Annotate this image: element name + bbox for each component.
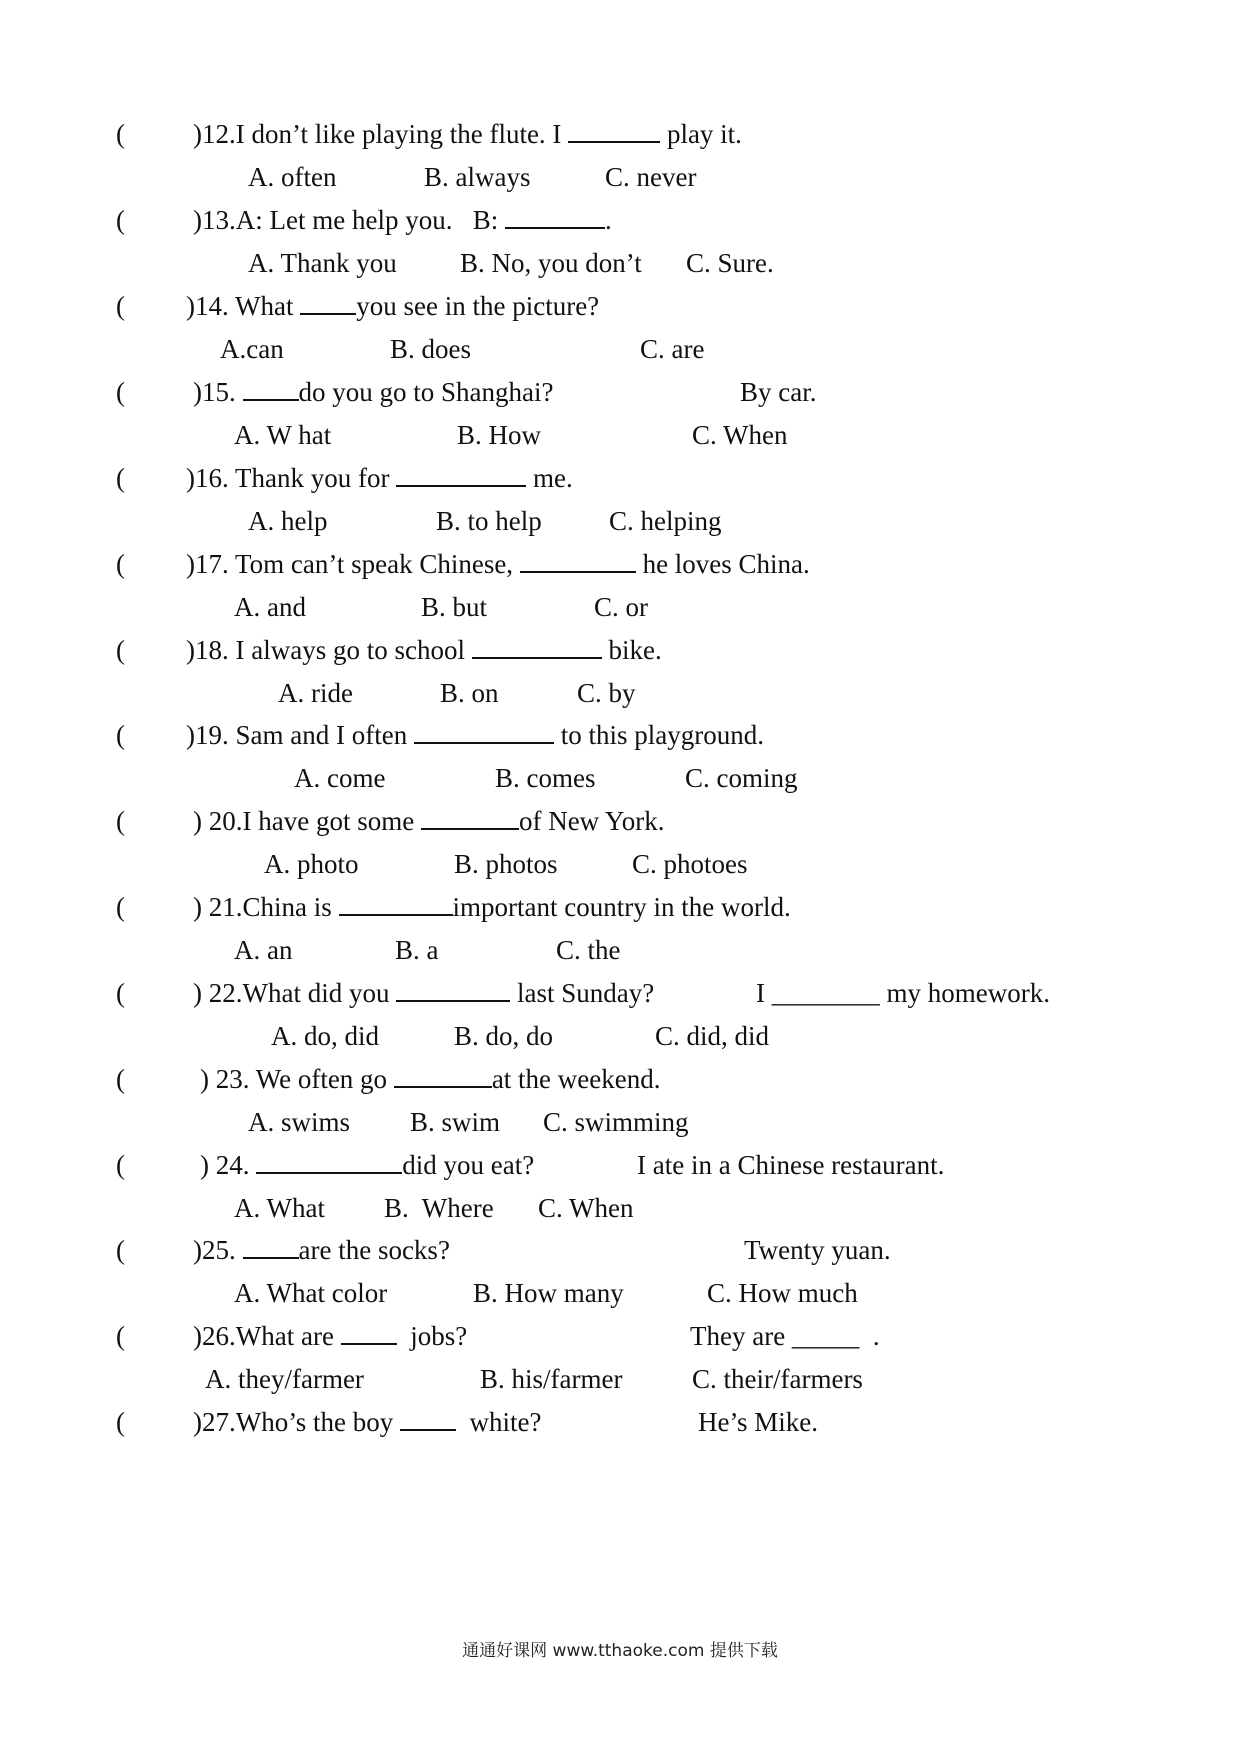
answer-bracket[interactable]: ( (116, 205, 125, 235)
option-c[interactable]: C. did, did (655, 1021, 770, 1051)
option-a[interactable]: A. often (248, 162, 337, 192)
option-c[interactable]: C. How much (707, 1278, 858, 1308)
dialogue-response: I ate in a Chinese restaurant. (637, 1150, 945, 1180)
answer-bracket[interactable]: ( (116, 549, 125, 579)
question-text: )12.I don’t like playing the flute. I play it. (193, 119, 742, 149)
option-b[interactable]: B. his/farmer (480, 1364, 623, 1394)
question-text: )14. What you see in the picture? (186, 291, 600, 321)
answer-bracket[interactable]: ( (116, 720, 125, 750)
question-text: ) 24. did you eat? (200, 1150, 535, 1180)
option-b[interactable]: B. a (395, 935, 439, 965)
option-b[interactable]: B. swim (410, 1107, 501, 1137)
answer-blank[interactable] (472, 635, 602, 659)
answer-bracket[interactable]: ( (116, 1235, 125, 1265)
option-b[interactable]: B. Where (384, 1193, 494, 1223)
answer-bracket[interactable]: ( (116, 1150, 125, 1180)
option-b[interactable]: B. always (424, 162, 531, 192)
option-a[interactable]: A. and (234, 592, 306, 622)
question-text: ) 22.What did you last Sunday? (193, 978, 655, 1008)
option-b[interactable]: B. No, you don’t (460, 248, 642, 278)
option-b[interactable]: B. do, do (454, 1021, 554, 1051)
question-text: )16. Thank you for me. (186, 463, 573, 493)
option-c[interactable]: C. Sure. (686, 248, 774, 278)
question-text: )18. I always go to school bike. (186, 635, 662, 665)
dialogue-response: Twenty yuan. (744, 1235, 891, 1265)
question-text: )17. Tom can’t speak Chinese, he loves China. (186, 549, 810, 579)
option-c[interactable]: C. never (605, 162, 697, 192)
option-c[interactable]: C. photoes (632, 849, 748, 879)
option-a[interactable]: A. help (248, 506, 328, 536)
option-c[interactable]: C. by (577, 678, 636, 708)
option-c[interactable]: C. coming (685, 763, 798, 793)
option-a[interactable]: A. W hat (234, 420, 332, 450)
option-b[interactable]: B. photos (454, 849, 558, 879)
option-c[interactable]: C. swimming (543, 1107, 689, 1137)
option-b[interactable]: B. does (390, 334, 471, 364)
dialogue-response: He’s Mike. (698, 1407, 818, 1437)
option-a[interactable]: A. What color (234, 1278, 388, 1308)
option-c[interactable]: C. the (556, 935, 621, 965)
answer-blank[interactable] (421, 806, 519, 830)
question-text: )26.What are jobs? (193, 1321, 468, 1351)
answer-bracket[interactable]: ( (116, 1064, 125, 1094)
option-b[interactable]: B. to help (436, 506, 542, 536)
answer-bracket[interactable]: ( (116, 1407, 125, 1437)
open-paren: ( (116, 119, 125, 149)
page-footer: 通通好课网 www.tthaoke.com 提供下载 (462, 1641, 778, 1661)
answer-blank[interactable] (341, 1321, 397, 1345)
answer-bracket[interactable]: ( (116, 291, 125, 321)
option-c[interactable]: C. their/farmers (692, 1364, 863, 1394)
answer-bracket[interactable]: ( (116, 377, 125, 407)
dialogue-response: By car. (740, 377, 817, 407)
question-text: ) 23. We often go at the weekend. (200, 1064, 661, 1094)
option-a[interactable]: A. ride (278, 678, 353, 708)
answer-bracket[interactable] (116, 118, 125, 150)
option-b[interactable]: B. How many (473, 1278, 624, 1308)
option-a[interactable]: A. photo (264, 849, 359, 879)
option-c[interactable]: C. or (594, 592, 648, 622)
option-b[interactable]: B. How (457, 420, 542, 450)
answer-blank[interactable] (414, 720, 554, 744)
option-a[interactable]: A. an (234, 935, 293, 965)
option-a[interactable]: A. Thank you (248, 248, 397, 278)
option-a[interactable]: A. come (294, 763, 386, 793)
answer-bracket[interactable]: ( (116, 635, 125, 665)
answer-blank[interactable] (256, 1150, 402, 1174)
option-a[interactable]: A. What (234, 1193, 325, 1223)
answer-bracket[interactable]: ( (116, 806, 125, 836)
answer-blank[interactable] (396, 978, 510, 1002)
answer-blank[interactable] (394, 1064, 492, 1088)
answer-blank[interactable] (520, 549, 636, 573)
answer-bracket[interactable]: ( (116, 978, 125, 1008)
option-b[interactable]: B. but (421, 592, 488, 622)
dialogue-response: I ________ my homework. (756, 978, 1050, 1008)
answer-blank[interactable] (568, 119, 660, 143)
option-a[interactable]: A. they/farmer (205, 1364, 364, 1394)
answer-blank[interactable] (243, 377, 299, 401)
question-text: )19. Sam and I often to this playground. (186, 720, 764, 750)
answer-bracket[interactable]: ( (116, 1321, 125, 1351)
option-b[interactable]: B. on (440, 678, 499, 708)
dialogue-response: They are _____ . (690, 1321, 880, 1351)
answer-blank[interactable] (400, 1407, 456, 1431)
option-a[interactable]: A. swims (248, 1107, 351, 1137)
answer-bracket[interactable]: ( (116, 463, 125, 493)
question-text: )13.A: Let me help you. B: . (193, 205, 612, 235)
answer-blank[interactable] (396, 463, 526, 487)
option-b[interactable]: B. comes (495, 763, 596, 793)
question-text: )25. are the socks? (193, 1235, 450, 1265)
option-c[interactable]: C. When (692, 420, 788, 450)
answer-blank[interactable] (505, 205, 605, 229)
question-text: )15. do you go to Shanghai? (193, 377, 554, 407)
option-a[interactable]: A. do, did (271, 1021, 379, 1051)
option-c[interactable]: C. helping (609, 506, 722, 536)
answer-blank[interactable] (339, 892, 453, 916)
question-text: )27.Who’s the boy white? (193, 1407, 542, 1437)
answer-bracket[interactable]: ( (116, 892, 125, 922)
answer-blank[interactable] (243, 1235, 299, 1259)
question-text: ) 21.China is important country in the world. (193, 892, 791, 922)
question-text: ) 20.I have got some of New York. (193, 806, 665, 836)
answer-blank[interactable] (300, 291, 356, 315)
option-a[interactable]: A.can (220, 334, 284, 364)
option-c[interactable]: C. are (640, 334, 705, 364)
option-c[interactable]: C. When (538, 1193, 634, 1223)
